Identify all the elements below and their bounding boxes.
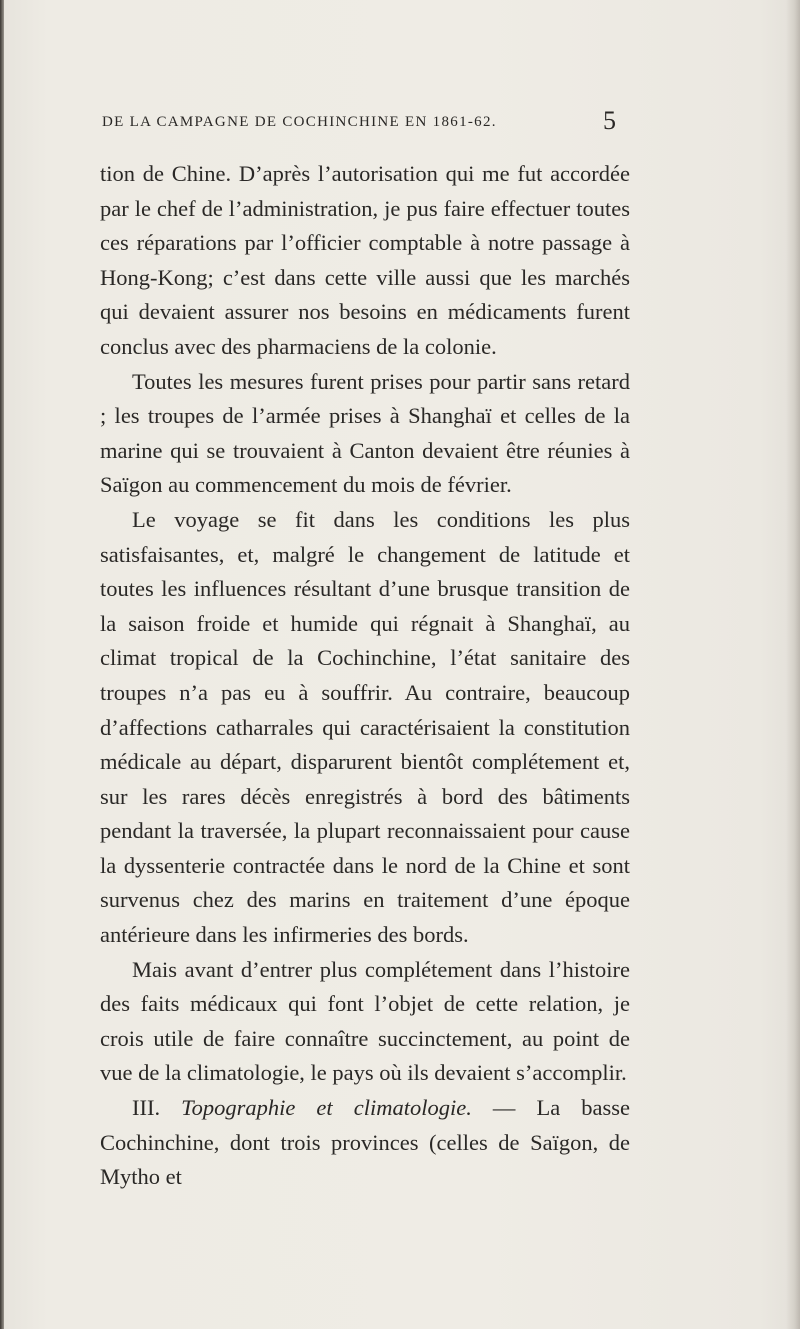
section-title: Topographie et climatologie.: [181, 1095, 472, 1121]
page-edge-left: [0, 0, 4, 1329]
page-header: [100, 104, 630, 144]
paragraph-1: tion de Chine. D’après l’autorisation qui me fut accordée par le chef de l’administration, je pus faire effectuer toutes ces réparations par l’officier comptable à notre passage à Hong-Kong; c’est dans cette ville aussi que les marchés qui devaient assurer nos besoins en médicaments furent conclus avec des pharmaciens de la colonie.: [100, 161, 630, 359]
paragraph-3: Le voyage se fit dans les conditions les plus satisfaisantes, et, malgré le changement de latitude et toutes les influences résultant d’une brusque transition de la saison froide et humide qui régnait à Shanghaï, au climat tropical de la Cochinchine, l’état sanitaire des troupes n’a pas eu à souffrir. Au contraire, beaucoup d’affections catharrales qui caractérisaient la constitution médicale au départ, disparurent bientôt complétement et, sur les rares décès enregistrés à bord des bâtiments pendant la traversée, la plupart reconnaissaient pour cause la dyssenterie contractée dans le nord de la Chine et sont survenus chez des marins en traitement d’une époque antérieure dans les infirmeries des bords.: [100, 506, 630, 948]
body-text: [100, 157, 630, 1195]
page-number: 5: [603, 106, 616, 135]
paragraph-2: Toutes les mesures furent prises pour partir sans retard ; les troupes de l’armée prises à Shanghaï et celles de la marine qui se trouvaient à Canton devaient être réunies à Saïgon au commencement du mois de février.: [100, 368, 630, 498]
paragraph-4: Mais avant d’entrer plus complétement dans l’histoire des faits médicaux qui font l’objet de cette relation, je crois utile de faire connaître succinctement, au point de vue de la climatologie, le pays où ils devaient s’accomplir.: [100, 956, 630, 1086]
page-edge-right: [786, 0, 800, 1329]
running-head: DE LA CAMPAGNE DE COCHINCHINE EN 1861-62.: [102, 114, 497, 130]
section-number: III.: [132, 1095, 161, 1121]
section-paragraph: [100, 1091, 630, 1195]
section-text: — La basse Cochinchine, dont trois provinces (celles de Saïgon, de Mytho et: [100, 1095, 630, 1190]
